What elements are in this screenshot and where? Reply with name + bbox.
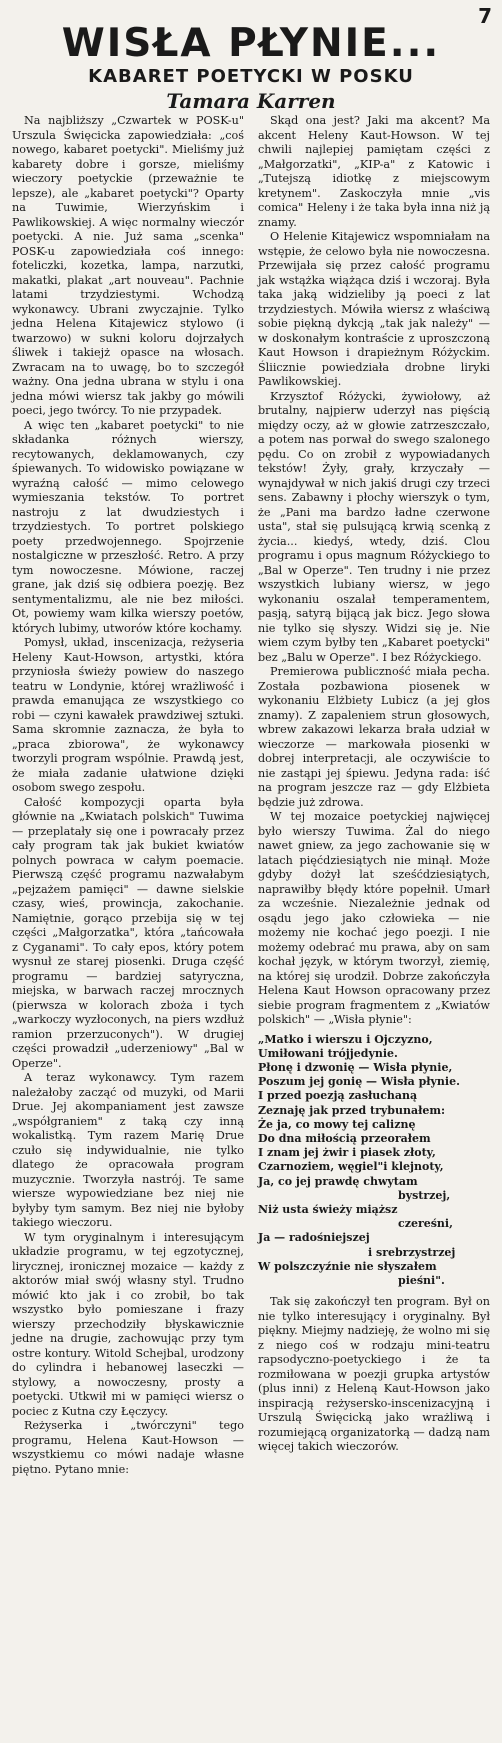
poem-excerpt (258, 1033, 490, 1289)
paragraph: Krzysztof Różycki, żywiołowy, aż brutalny, najpierw uderzył nas pięścią między oczy, aż w głowie zatrzeszczało, a potem nas porwał do swego szalonego pędu. Co on zrobił z wypowiadanych tekstów! Żyły, grały, krzyczały — wynajdywał w nich jakiś drugi czy trzeci sens. Zabawny i płochy wierszyk o tym, że „Pani ma bardzo ładne czerwone usta", stał się pulsującą krwią scenką z życia... kiedyś, wtedy, dziś. Clou programu i opus magnum Różyckiego to „Bal w Operze". Ten trudny i nie przez wszystkich lubiany wiersz, w jego wykonaniu oszalał temperamentem, pasją, satyrą bijącą jak bicz. Jego słowa nie tylko się słyszy. Widzi się je. Nie wiem czym byłby ten „Kabaret poetycki" bez „Balu w Operze". I bez Różyckiego. (258, 389, 490, 664)
paragraph: Tak się zakończył ten program. Był on nie tylko interesujący i oryginalny. Był piękny. Miejmy nadzieję, że wolno mi się z niego coś w rodzaju mini-teatru rapsodyczno-poetyckiego i że ta rozmiłowana w poezji grupka artystów (plus inni) z Heleną Kaut-Howson jako inspiracją reżysersko-inscenizacyjną i Urszulą Święcicką jako wrażliwą i rozumiejącą organizatorką — dadzą nam więcej takich wieczorów. (258, 1295, 490, 1454)
paragraph: Pomysł, układ, inscenizacja, reżyseria Heleny Kaut-Howson, artystki, która przyniosła świeży powiew do naszego teatru w Londynie, której wrażliwość i prawda emanująca ze wszystkiego co robi — czyni kawałek prawdziwej sztuki. Sama skromnie zaznacza, że była to „praca zbiorowa", że wykonawcy tworzyli program wspólnie. Prawdą jest, że miała zadanie ułatwione dzięki osobom swego zespołu. (12, 636, 244, 794)
poem-line: bystrzej, (398, 1188, 451, 1202)
paragraph: Całość kompozycji oparta była głównie na „Kwiatach polskich" Tuwima — przeplatały się one i powracały przez cały program tak jak bukiet kwiatów polnych powraca w całym poemacie. Pierwszą część programu nazwałabym „pejzażem pamięci" — dawne sielskie czasy, wieś, prowincja, zakochanie. Namiętnie, gorąco przebija się w tej części „Małgorzatka", która „tańcowała z Cyganami". To cały epos, który potem wysnuł ze starej piosenki. Druga część programu — bardziej satyryczna, miejska, w barwach raczej mrocznych (pierwsza w kolorach zboża i tych „warkoczy wyzłoconych, na piers wzdłuż ramion przerzuconych"). W drugiej części prowadził „uderzeniowy" „Bal w Operze". (12, 795, 244, 1070)
poem-line: Płonę i dzwonię — Wisła płynie, (258, 1060, 453, 1074)
poem-line: Umiłowani trójjedynie. (258, 1046, 398, 1060)
page-number: 7 (478, 4, 492, 28)
article-subtitle: KABARET POETYCKI W POSKU (88, 66, 414, 87)
poem-line: czereśni, (398, 1217, 453, 1231)
poem-line: Do dna miłością przeorałem (258, 1131, 431, 1145)
poem-line: Ja — radośniejszej (258, 1231, 370, 1245)
article-author: Tamara Karren (166, 89, 336, 113)
paragraph: Skąd ona jest? Jaki ma akcent? Ma akcent Heleny Kaut-Howson. W tej chwili najlepiej pamiętam części z „Małgorzatki", „KIP-a" z Katowic i „Tutejszą idiotkę z miejscowym kretynem". Zaskoczyła mnie „vis comica" Heleny i że taka była inna niż ją znamy. (258, 114, 490, 229)
poem-line: Zeznaję jak przed trybunałem: (258, 1103, 446, 1117)
poem-line: i srebrzystrzej (368, 1245, 456, 1259)
poem-line: I przed poezją zasłuchaną (258, 1089, 418, 1103)
paragraph: A więc ten „kabaret poetycki" to nie składanka różnych wierszy, recytowanych, deklamowanych, czy śpiewanych. To widowisko powiązane w wyraźną całość — mimo celowego wymieszania tekstów. To portret nastroju z lat dwudziestych i trzydziestych. To portret polskiego poety przedwojennego. Spojrzenie nostalgiczne w przeszłość. Retro. A przy tym nowoczesne. Mówione, raczej grane, jak dziś się odbiera poezję. Bez sentymentalizmu, ale nie bez miłości. Ot, powiemy wam kilka wierszy poetów, których lubimy, utworów które kochamy. (12, 418, 244, 635)
poem-line: Czarnoziem, węgiel"i klejnoty, (258, 1160, 444, 1174)
paragraph: Reżyserka i „twórczyni" tego programu, Helena Kaut-Howson — wszystkiemu co mówi nadaje własne piętno. Pytano mnie: (12, 1419, 244, 1476)
paragraph: W tym oryginalnym i interesującym układzie programu, w tej egzotycznej, lirycznej, ironicznej mozaice — każdy z aktorów miał swój własny styl. Trudno mówić kto jak i co zrobił, bo tak wszystko było pomieszane i frazy wierszy przechodziły błyskawicznie jedne na drugie, zachowując przy tym ostre kontury. Witold Schejbal, urodzony do cylindra i hebanowej laseczki — stylowy, a nowoczesny, prosty a poetycki. Utkwił mi w pamięci wiersz o pociec z Kutna czy Łęczycy. (12, 1230, 244, 1418)
poem-line: Niż usta świeży miąższ (258, 1202, 398, 1216)
poem-line: „Matko i wierszu i Ojczyzno, (258, 1032, 433, 1046)
poem-line: pieśni". (398, 1273, 445, 1287)
poem-line: Ja, co jej prawdę chwytam (258, 1174, 418, 1188)
paragraph: Na najbliższy „Czwartek w POSK-u" Urszula Święcicka zapowiedziała: „coś nowego, kabaret poetycki". Mieliśmy już kabarety dobre i gorsze, mieliśmy wieczory poetyckie (przeważnie te lepsze), ale „kabaret poetycki"? Oparty na Tuwimie, Wierzyńskim i Pawlikowskiej. A więc normalny wieczór poetycki. A nie. Już sama „scenka" POSK-u zapowiedziała coś innego: foteliczki, kozetka, lampa, narzutki, makatki, plakat „art nouveau". Pachnie latami trzydziestymi. Wchodzą wykonawcy. Ubrani zwyczajnie. Tylko jedna Helena Kitajewicz stylowo (i twarzowo) w sukni koloru dojrzałych śliwek i takiejż opasce na włosach. Zwracam na to uwagę, bo to szczegół ważny. Ona jedna ubrana w stylu i ona jedna mówi wiersz tak jakby go mówili poeci, jego twórcy. To nie przypadek. (12, 114, 244, 417)
paragraph: W tej mozaice poetyckiej najwięcej było wierszy Tuwima. Żal do niego nawet gniew, za jego zachowanie się w latach pięćdziesiątych nie minął. Może gdyby dożył lat sześćdziesiątych, naprawiłby błędy które popełnił. Umarł za wcześnie. Niezależnie jednak od osądu jego jako człowieka — nie możemy nie kochać jego poezji. I nie możemy odebrać mu prawa, aby on sam kochał język, w którym tworzył, ziemię, na której się urodził. Dobrze zakończyła Helena Kaut Howson opracowany przez siebie program fragmentem z „Kwiatów polskich" — „Wisła płynie": (258, 810, 490, 1026)
left-column (12, 114, 244, 1477)
poem-line: W polszczyźnie nie słyszałem (258, 1259, 437, 1273)
paragraph: Premierowa publiczność miała pecha. Została pozbawiona piosenek w wykonaniu Elżbiety Lubicz (a jej głos znamy). Z zapaleniem strun głosowych, wbrew zakazowi lekarza brała udział w wieczorze — markowała piosenki w dobrej interpretacji, ale oczywiście to nie zastąpi jej śpiewu. Jedyna rada: iść na program jeszcze raz — gdy Elżbieta będzie już zdrowa. (258, 665, 490, 809)
article-title: WISŁA PŁYNIE... (61, 21, 441, 66)
poem-line: Że ja, co mowy tej caliznę (258, 1117, 416, 1131)
paragraph: A teraz wykonawcy. Tym razem należałoby zacząć od muzyki, od Marii Drue. Jej akompaniament jest zawsze „współgraniem" z taką czy inną wokalistką. Tym razem Marię Drue czuło się indywidualnie, nie tylko dlatego że opracowała program muzycznie. Tworzyła nastrój. Te same wiersze wypowiedziane bez niej nie byłyby tym samym. Bez niej nie byłoby takiego wieczoru. (12, 1071, 244, 1229)
poem-line: Poszum jej gonię — Wisła płynie. (258, 1075, 460, 1089)
right-column (258, 114, 490, 1455)
paragraph: O Helenie Kitajewicz wspomniałam na wstępie, że celowo była nie nowoczesna. Przewijała się przez całość programu jak wstążka wiążąca dziś i wczoraj. Była taka jaką widzieliby ją poeci z lat trzydziestych. Mówiła wiersz z właściwą sobie piękną dykcją „tak jak należy" — w doskonałym kontraście z uproszczoną Kaut Howson i drapieżnym Różyckim. Śliicznie powiedziała drobne liryki Pawlikowskiej. (258, 230, 490, 388)
poem-line: I znam jej żwir i piasek złoty, (258, 1146, 436, 1160)
